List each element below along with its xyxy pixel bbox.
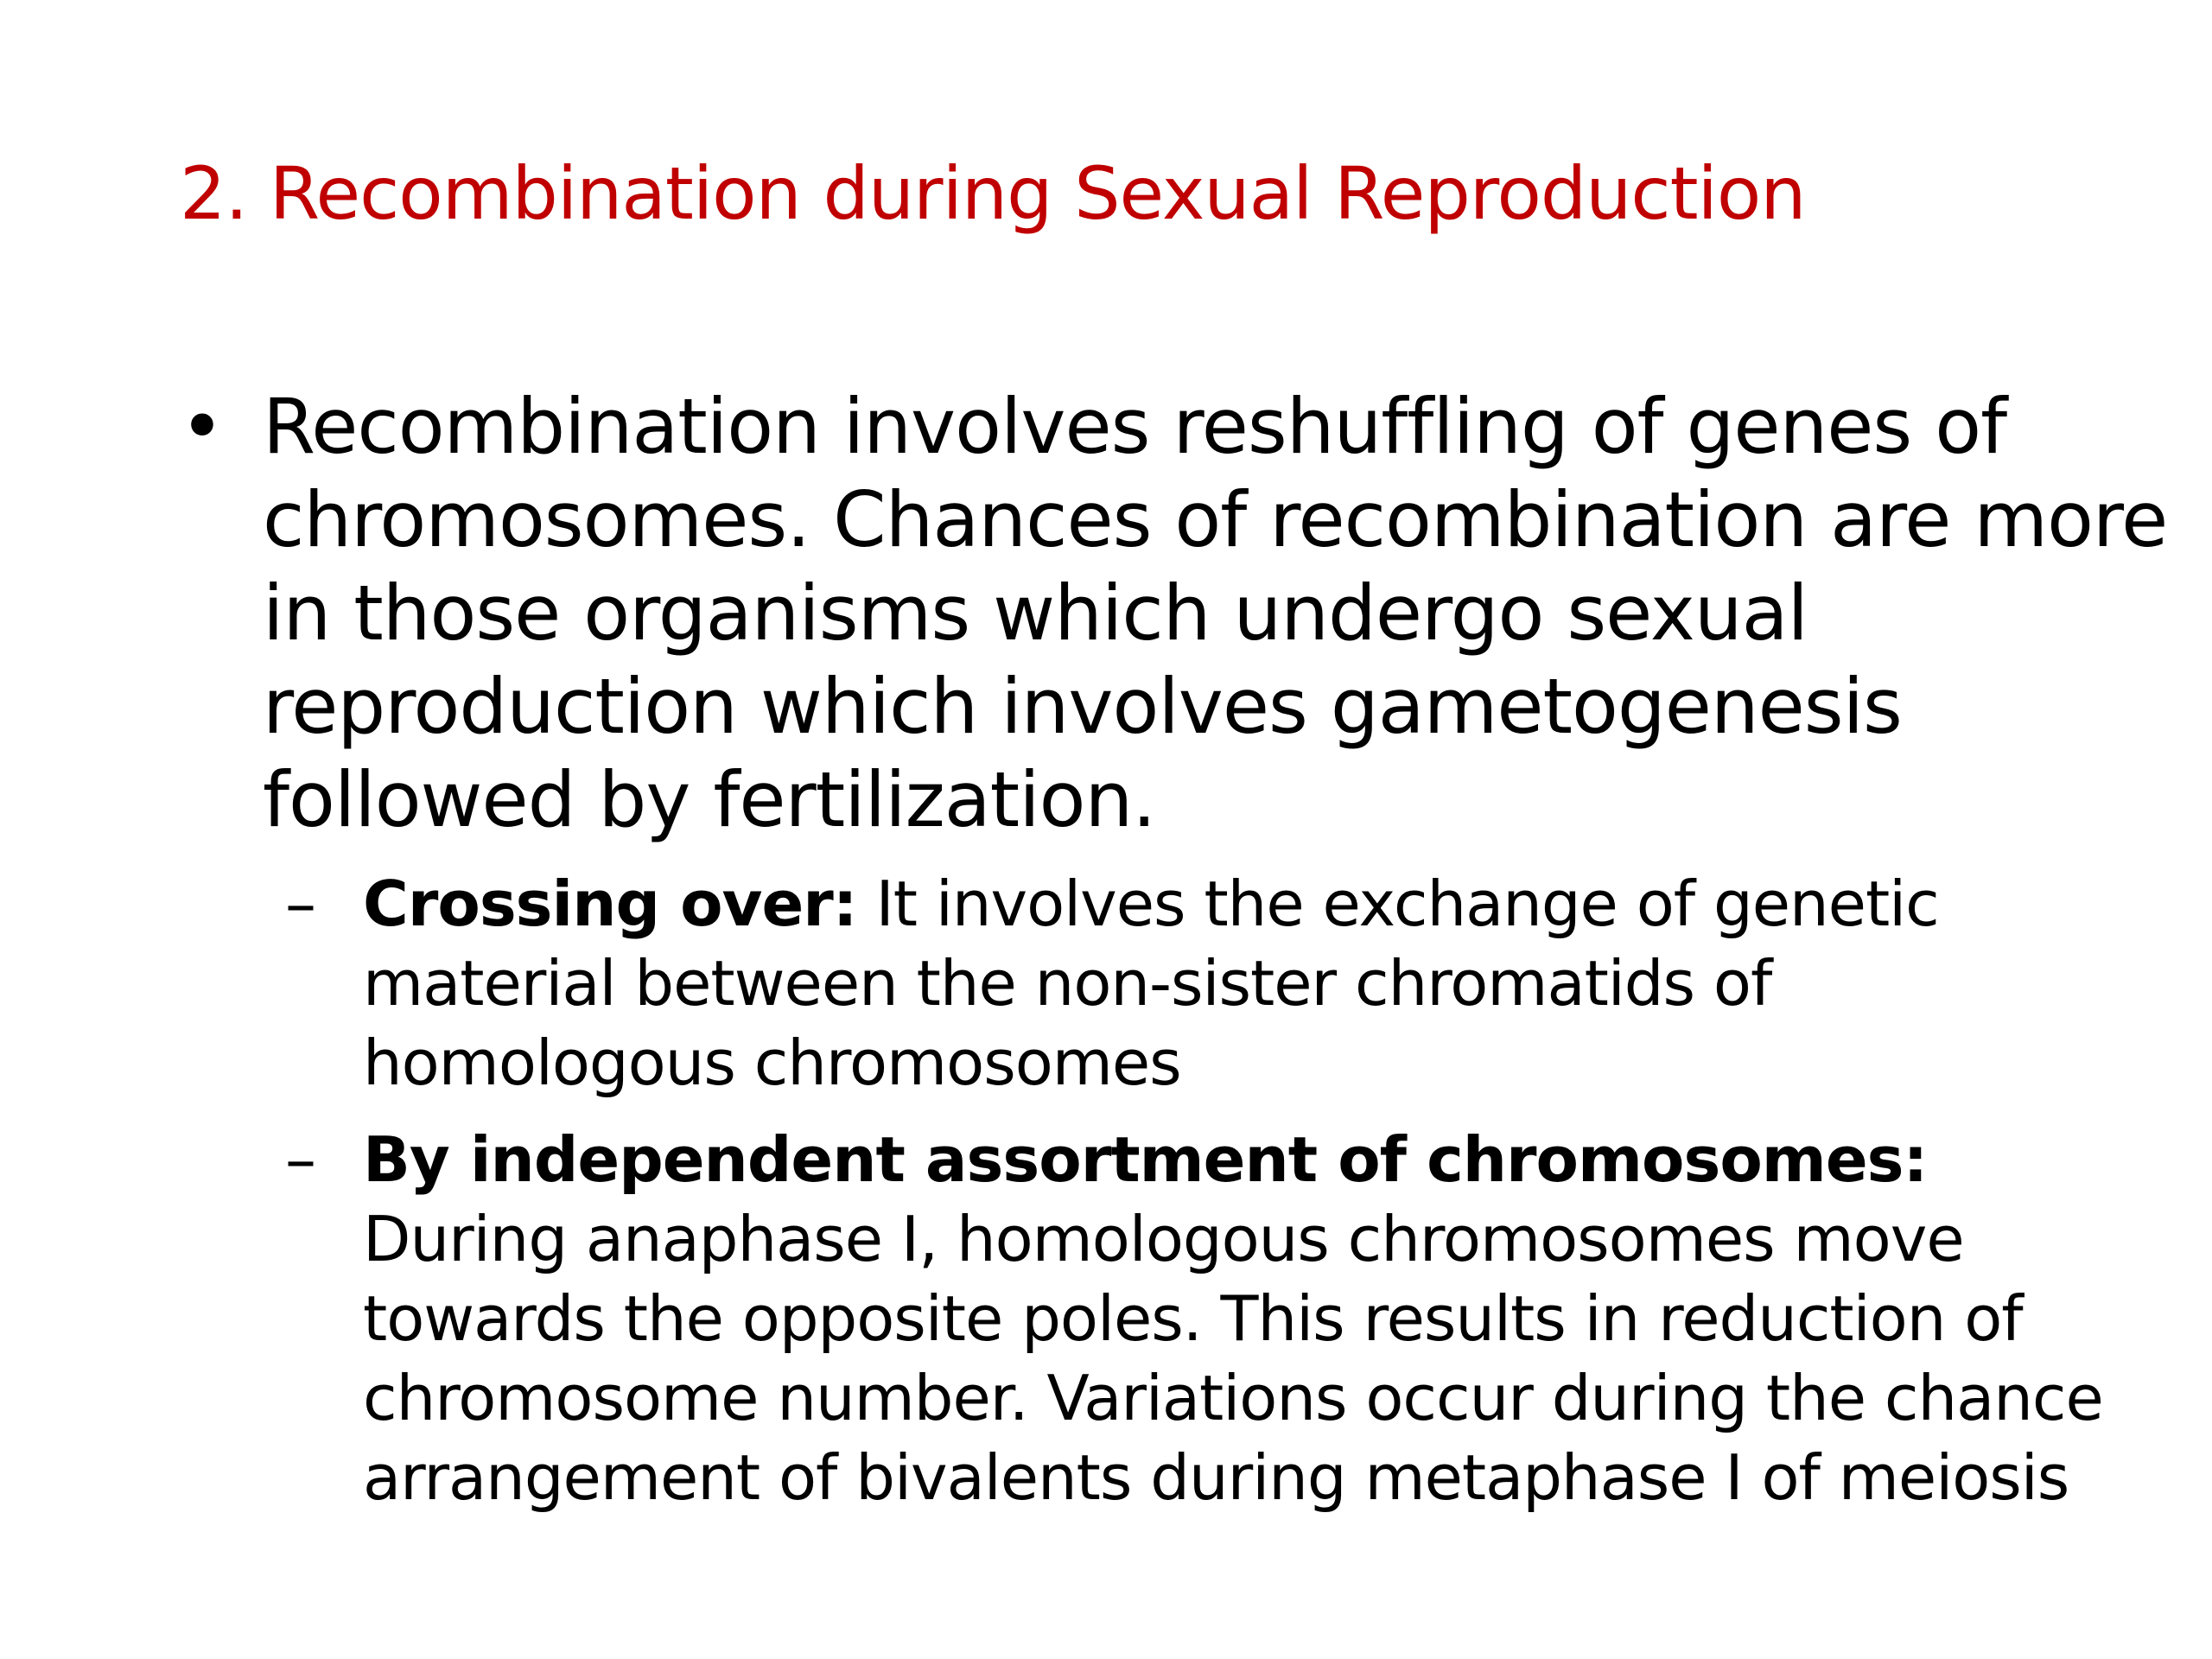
sub-bullet-body: It involves the exchange of genetic material between the non-sister chromatids of homologous chromosomes <box>363 868 1939 1099</box>
sub-bullet-body: During anaphase I, homologous chromosomes move towards the opposite poles. This results in reduction of chromosome number. Variations occur during the chance arrangement of bivalents during metaphase I of meiosis <box>363 1203 2103 1514</box>
slide-title: 2. Recombination during Sexual Reproduction <box>180 151 1806 236</box>
sub-bullet-marker: – <box>285 868 316 940</box>
bullet-marker: • <box>180 382 225 471</box>
sub-bullet-crossing-over <box>285 864 2143 1103</box>
sub-bullet-text <box>363 1120 2143 1517</box>
sub-bullet-label: Crossing over: <box>363 868 857 940</box>
bullet-text: Recombination involves reshuffling of genes of chromosomes. Chances of recombination are more in those organisms which undergo sexual reproduction which involves gametogenesis followed by fertilization. <box>263 382 2168 844</box>
sub-bullet-independent-assortment <box>285 1120 2143 1517</box>
sub-bullet-text <box>363 864 2143 1103</box>
sub-bullet-label: By independent assortment of chromosomes: <box>363 1123 1928 1196</box>
main-bullet <box>180 380 2167 847</box>
sub-bullet-marker: – <box>285 1123 316 1196</box>
